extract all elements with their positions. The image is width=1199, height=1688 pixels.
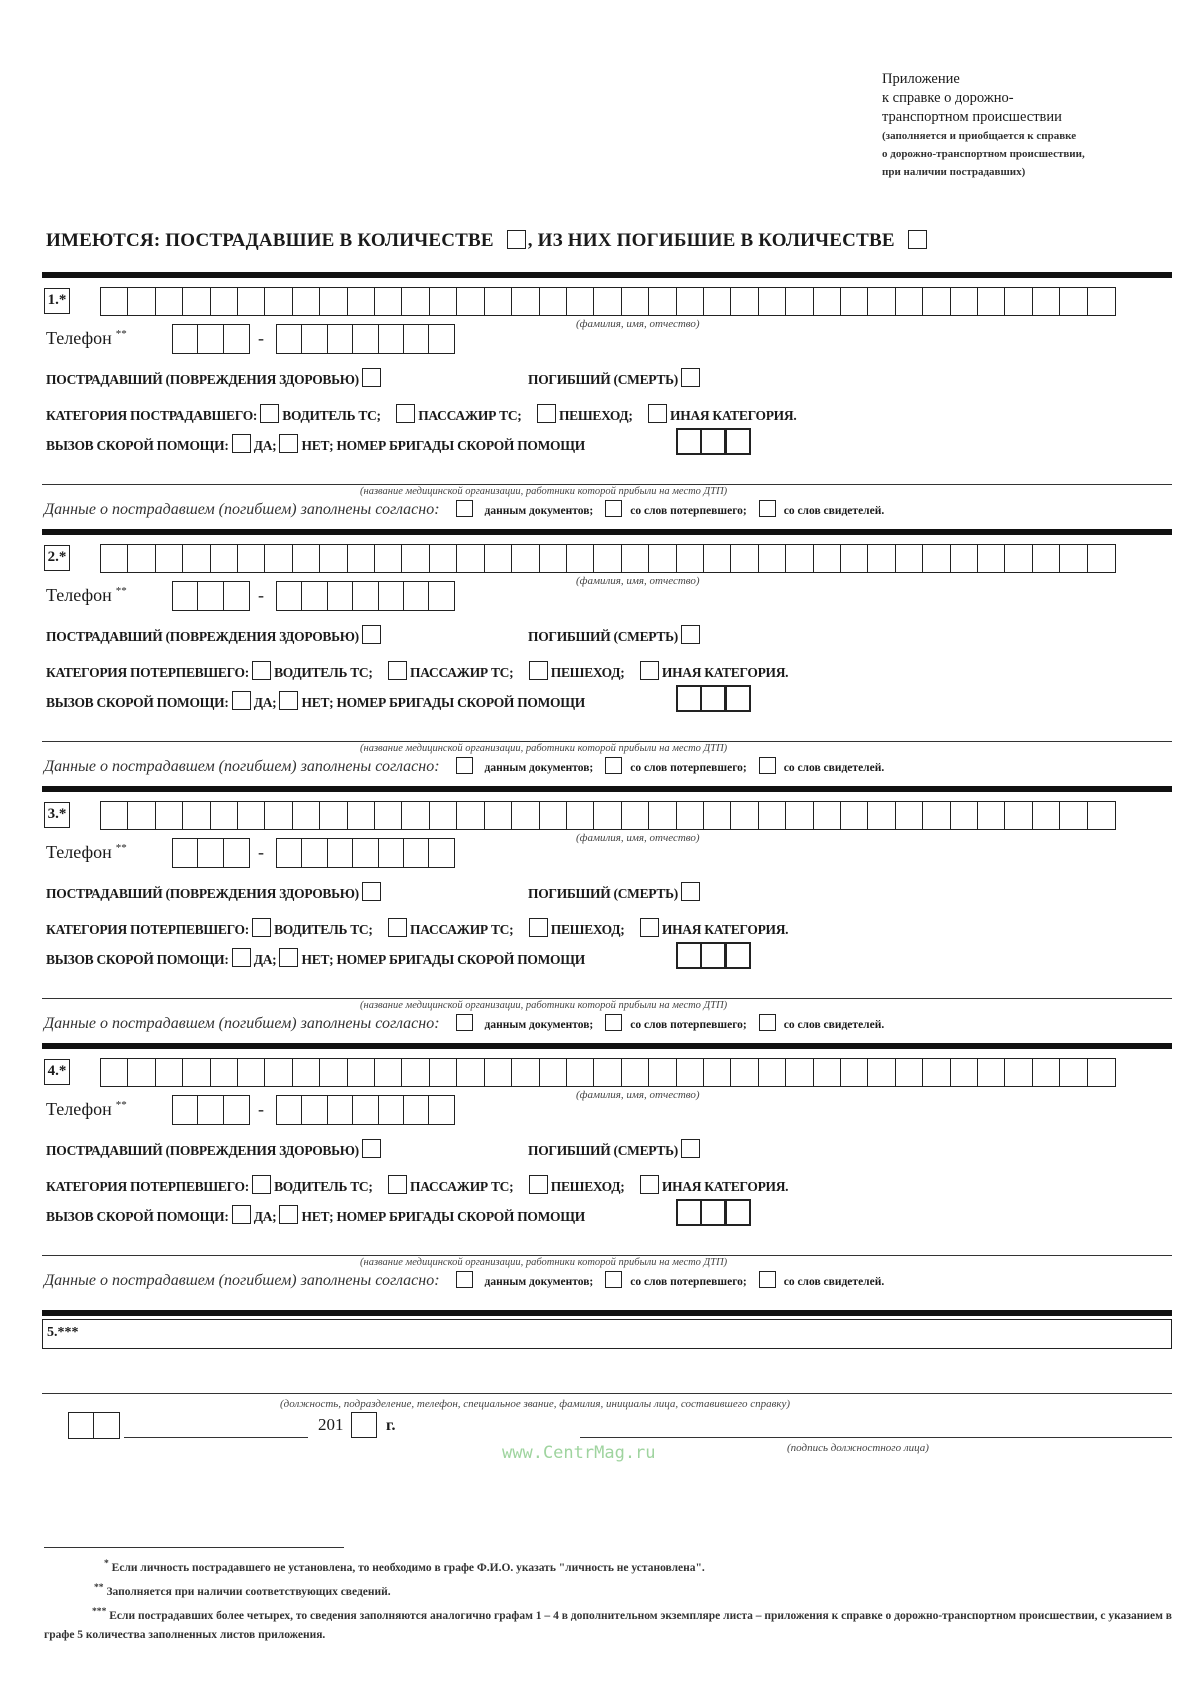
data-source-label: Данные о пострадавшем (погибшем) заполнены согласно: (44, 501, 440, 518)
by-witness-label: со слов свидетелей. (783, 762, 885, 774)
item5-field[interactable] (42, 1319, 1172, 1349)
by-docs-label: данным документов; (484, 762, 594, 774)
appendix-line: Приложение (882, 71, 960, 87)
phone-footnote-mark: ** (115, 585, 127, 597)
injured-label: ПОСТРАДАВШИЙ (ПОВРЕЖДЕНИЯ ЗДОРОВЬЮ) (46, 1143, 359, 1158)
dead-label: ПОГИБШИЙ (СМЕРТЬ) (528, 629, 678, 644)
fio-caption: (фамилия, имя, отчество) (576, 318, 700, 330)
phone-code-cells[interactable] (172, 1095, 248, 1125)
dead-row (528, 1139, 700, 1159)
dead-row (528, 882, 700, 902)
dead-label: ПОГИБШИЙ (СМЕРТЬ) (528, 886, 678, 901)
ambulance-row (46, 1205, 585, 1225)
ambulance-yes-checkbox[interactable] (232, 948, 251, 967)
ambulance-row (46, 691, 585, 711)
ambulance-no-checkbox[interactable] (279, 691, 298, 710)
section-divider (42, 272, 1172, 278)
entry-number: 2.* (44, 545, 70, 571)
injured-label: ПОСТРАДАВШИЙ (ПОВРЕЖДЕНИЯ ЗДОРОВЬЮ) (46, 629, 359, 644)
by-witness-label: со слов свидетелей. (783, 505, 885, 517)
phone-number-cells[interactable] (276, 324, 454, 354)
by-victim-label: со слов потерпевшего; (630, 1019, 747, 1031)
phone-dash: - (258, 328, 264, 348)
ambulance-label: ВЫЗОВ СКОРОЙ ПОМОЩИ: (46, 952, 229, 967)
footnotes (44, 1554, 1172, 1645)
passenger-label: ПАССАЖИР ТС; (410, 1179, 514, 1194)
phone-code-cells[interactable] (172, 324, 248, 354)
ambulance-no-label: НЕТ; (301, 1209, 334, 1224)
footnote-2-text: Заполняется при наличии соответствующих сведений. (106, 1585, 391, 1598)
injured-count-box[interactable] (507, 230, 526, 249)
by-docs-label: данным документов; (484, 1276, 594, 1288)
ambulance-yes-label: ДА; (253, 1209, 277, 1224)
dead-count-box[interactable] (908, 230, 927, 249)
driver-label: ВОДИТЕЛЬ ТС; (282, 408, 381, 423)
position-line (42, 1393, 1172, 1394)
phone-label (46, 842, 127, 863)
passenger-checkbox[interactable] (388, 1175, 407, 1194)
dead-checkbox[interactable] (681, 625, 700, 644)
brigade-label: НОМЕР БРИГАДЫ СКОРОЙ ПОМОЩИ (336, 1209, 585, 1224)
phone-label-text: Телефон (46, 1099, 112, 1119)
passenger-label: ПАССАЖИР ТС; (410, 922, 514, 937)
signature-caption: (подпись должностного лица) (787, 1442, 929, 1454)
by-docs-label: данным документов; (484, 505, 594, 517)
brigade-label: НОМЕР БРИГАДЫ СКОРОЙ ПОМОЩИ (336, 438, 585, 453)
by-docs-checkbox[interactable] (456, 1014, 473, 1031)
dead-row (528, 625, 700, 645)
other-category-label: ИНАЯ КАТЕГОРИЯ. (661, 665, 789, 680)
data-source-label: Данные о пострадавшем (погибшем) заполнены согласно: (44, 1015, 440, 1032)
fio-cells[interactable] (100, 801, 1114, 830)
section-divider (42, 1043, 1172, 1049)
ambulance-yes-label: ДА; (253, 695, 277, 710)
med-org-caption: (название медицинской организации, работники которой прибыли на место ДТП) (360, 743, 728, 754)
brigade-number-cells[interactable] (676, 685, 749, 712)
phone-footnote-mark: ** (115, 842, 127, 854)
appendix-line: транспортном происшествии (882, 109, 1062, 125)
year-suffix: г. (386, 1417, 396, 1434)
appendix-subnote: (заполняется и приобщается к справке (882, 130, 1077, 142)
injured-row (46, 882, 381, 902)
ambulance-no-label: НЕТ; (301, 952, 334, 967)
appendix-subnote: при наличии пострадавших) (882, 166, 1026, 178)
footnote-rule (44, 1547, 344, 1548)
fio-caption: (фамилия, имя, отчество) (576, 1089, 700, 1101)
brigade-label: НОМЕР БРИГАДЫ СКОРОЙ ПОМОЩИ (336, 952, 585, 967)
phone-code-cells[interactable] (172, 581, 248, 611)
by-docs-label: данным документов; (484, 1019, 594, 1031)
ambulance-label: ВЫЗОВ СКОРОЙ ПОМОЩИ: (46, 438, 229, 453)
phone-label (46, 1099, 127, 1120)
med-org-caption: (название медицинской организации, работники которой прибыли на место ДТП) (360, 486, 728, 497)
section-divider (42, 529, 1172, 535)
ambulance-yes-checkbox[interactable] (232, 691, 251, 710)
dead-row (528, 368, 700, 388)
dead-label: ПОГИБШИЙ (СМЕРТЬ) (528, 372, 678, 387)
phone-footnote-mark: ** (115, 1099, 127, 1111)
by-victim-label: со слов потерпевшего; (630, 1276, 747, 1288)
ambulance-yes-checkbox[interactable] (232, 1205, 251, 1224)
brigade-number-cells[interactable] (676, 428, 749, 455)
dead-checkbox[interactable] (681, 1139, 700, 1158)
category-label: КАТЕГОРИЯ ПОТЕРПЕВШЕГО: (46, 922, 249, 937)
year-prefix: 201 (318, 1415, 344, 1434)
fio-cells[interactable] (100, 1058, 1114, 1087)
injured-checkbox[interactable] (362, 368, 381, 387)
fio-cells[interactable] (100, 544, 1114, 573)
data-source-row (44, 1271, 884, 1290)
section-divider (42, 1310, 1172, 1316)
footnote-1-text: Если личность пострадавшего не установлена, то необходимо в графе Ф.И.О. указать "личность не установлена". (111, 1561, 705, 1574)
watermark: www.CentrMag.ru (502, 1443, 656, 1463)
footnote-1 (44, 1554, 1172, 1578)
driver-label: ВОДИТЕЛЬ ТС; (274, 665, 373, 680)
appendix-note (882, 70, 1085, 181)
ambulance-yes-label: ДА; (253, 952, 277, 967)
category-label: КАТЕГОРИЯ ПОСТРАДАВШЕГО: (46, 408, 258, 423)
ambulance-no-label: НЕТ; (301, 438, 334, 453)
footnote-3-mark: *** (92, 1605, 107, 1617)
passenger-label: ПАССАЖИР ТС; (410, 665, 514, 680)
driver-checkbox[interactable] (260, 404, 279, 423)
by-witness-label: со слов свидетелей. (783, 1019, 885, 1031)
driver-checkbox[interactable] (252, 661, 271, 680)
by-witness-checkbox[interactable] (759, 1271, 776, 1288)
by-victim-label: со слов потерпевшего; (630, 505, 747, 517)
phone-dash: - (258, 585, 264, 605)
phone-label-text: Телефон (46, 328, 112, 348)
section-divider (42, 786, 1172, 792)
pedestrian-checkbox[interactable] (537, 404, 556, 423)
phone-label-text: Телефон (46, 842, 112, 862)
pedestrian-label: ПЕШЕХОД; (550, 1179, 625, 1194)
by-victim-checkbox[interactable] (605, 1271, 622, 1288)
category-label: КАТЕГОРИЯ ПОТЕРПЕВШЕГО: (46, 1179, 249, 1194)
category-label: КАТЕГОРИЯ ПОТЕРПЕВШЕГО: (46, 665, 249, 680)
driver-label: ВОДИТЕЛЬ ТС; (274, 1179, 373, 1194)
footnote-1-mark: * (104, 1558, 109, 1569)
driver-checkbox[interactable] (252, 1175, 271, 1194)
other-category-label: ИНАЯ КАТЕГОРИЯ. (670, 408, 797, 423)
ambulance-no-checkbox[interactable] (279, 434, 298, 453)
phone-dash: - (258, 842, 264, 862)
other-category-label: ИНАЯ КАТЕГОРИЯ. (661, 922, 789, 937)
category-row (46, 918, 788, 938)
dead-label: ПОГИБШИЙ (СМЕРТЬ) (528, 1143, 678, 1158)
phone-number-cells[interactable] (276, 581, 454, 611)
injured-row (46, 368, 381, 388)
by-victim-label: со слов потерпевшего; (630, 762, 747, 774)
month-line[interactable] (124, 1437, 308, 1438)
footnote-2-mark: ** (94, 1581, 104, 1593)
ambulance-yes-label: ДА; (253, 438, 277, 453)
other-category-checkbox[interactable] (640, 918, 659, 937)
fio-caption: (фамилия, имя, отчество) (576, 832, 700, 844)
dead-checkbox[interactable] (681, 368, 700, 387)
category-row (46, 1175, 788, 1195)
phone-label (46, 328, 127, 349)
by-witness-checkbox[interactable] (759, 1014, 776, 1031)
dead-checkbox[interactable] (681, 882, 700, 901)
ambulance-no-label: НЕТ; (301, 695, 334, 710)
data-source-label: Данные о пострадавшем (погибшем) заполнены согласно: (44, 1272, 440, 1289)
other-category-checkbox[interactable] (640, 661, 659, 680)
category-row (46, 661, 788, 681)
other-category-checkbox[interactable] (648, 404, 667, 423)
pedestrian-checkbox[interactable] (529, 661, 548, 680)
med-org-caption: (название медицинской организации, работники которой прибыли на место ДТП) (360, 1257, 728, 1268)
fio-cells[interactable] (100, 287, 1114, 316)
brigade-label: НОМЕР БРИГАДЫ СКОРОЙ ПОМОЩИ (336, 695, 585, 710)
data-source-row (44, 1014, 884, 1033)
ambulance-no-checkbox[interactable] (279, 1205, 298, 1224)
driver-label: ВОДИТЕЛЬ ТС; (274, 922, 373, 937)
pedestrian-label: ПЕШЕХОД; (558, 408, 633, 423)
appendix-line: к справке о дорожно- (882, 90, 1014, 106)
headline-injured-label: ИМЕЮТСЯ: ПОСТРАДАВШИЕ В КОЛИЧЕСТВЕ (46, 230, 494, 251)
data-source-row (44, 757, 884, 776)
other-category-checkbox[interactable] (640, 1175, 659, 1194)
phone-number-cells[interactable] (276, 838, 454, 868)
data-source-row (44, 500, 884, 519)
entry-number: 4.* (44, 1059, 70, 1085)
by-witness-checkbox[interactable] (759, 757, 776, 774)
phone-dash: - (258, 1099, 264, 1119)
pedestrian-checkbox[interactable] (529, 1175, 548, 1194)
by-docs-checkbox[interactable] (456, 500, 473, 517)
injured-checkbox[interactable] (362, 882, 381, 901)
passenger-checkbox[interactable] (388, 918, 407, 937)
med-org-caption: (название медицинской организации, работники которой прибыли на место ДТП) (360, 1000, 728, 1011)
headline-dead-label: , ИЗ НИХ ПОГИБШИЕ В КОЛИЧЕСТВЕ (527, 230, 895, 251)
signature-line[interactable] (580, 1437, 1172, 1438)
injured-row (46, 1139, 381, 1159)
item5-number: 5.*** (47, 1325, 79, 1340)
passenger-checkbox[interactable] (396, 404, 415, 423)
brigade-number-cells[interactable] (676, 1199, 749, 1226)
by-witness-label: со слов свидетелей. (783, 1276, 885, 1288)
by-victim-checkbox[interactable] (605, 500, 622, 517)
data-source-label: Данные о пострадавшем (погибшем) заполнены согласно: (44, 758, 440, 775)
phone-footnote-mark: ** (115, 328, 127, 340)
fio-caption: (фамилия, имя, отчество) (576, 575, 700, 587)
entry-number: 1.* (44, 288, 70, 314)
headline (46, 230, 927, 252)
phone-code-cells[interactable] (172, 838, 248, 868)
injured-label: ПОСТРАДАВШИЙ (ПОВРЕЖДЕНИЯ ЗДОРОВЬЮ) (46, 886, 359, 901)
ambulance-yes-checkbox[interactable] (232, 434, 251, 453)
position-caption: (должность, подразделение, телефон, специальное звание, фамилия, инициалы лица, составившего справку) (280, 1398, 791, 1410)
by-docs-checkbox[interactable] (456, 1271, 473, 1288)
by-victim-checkbox[interactable] (605, 1014, 622, 1031)
other-category-label: ИНАЯ КАТЕГОРИЯ. (661, 1179, 789, 1194)
pedestrian-checkbox[interactable] (529, 918, 548, 937)
phone-number-cells[interactable] (276, 1095, 454, 1125)
injured-label: ПОСТРАДАВШИЙ (ПОВРЕЖДЕНИЯ ЗДОРОВЬЮ) (46, 372, 359, 387)
driver-checkbox[interactable] (252, 918, 271, 937)
footnote-3-text: Если пострадавших более четырех, то сведения заполняются аналогично графам 1 – 4 в дополнительном экземпляре листа – приложения к справке о дорожно-транспортном происшествии, с указанием в графе 5 количества заполненных листов приложения. (44, 1609, 1173, 1642)
by-docs-checkbox[interactable] (456, 757, 473, 774)
pedestrian-label: ПЕШЕХОД; (550, 922, 625, 937)
passenger-label: ПАССАЖИР ТС; (418, 408, 522, 423)
day-cells[interactable] (68, 1412, 119, 1439)
ambulance-label: ВЫЗОВ СКОРОЙ ПОМОЩИ: (46, 1209, 229, 1224)
category-row (46, 404, 796, 424)
ambulance-label: ВЫЗОВ СКОРОЙ ПОМОЩИ: (46, 695, 229, 710)
phone-label-text: Телефон (46, 585, 112, 605)
ambulance-row (46, 948, 585, 968)
footnote-2 (44, 1578, 1172, 1602)
injured-row (46, 625, 381, 645)
year-cell[interactable] (351, 1412, 375, 1438)
pedestrian-label: ПЕШЕХОД; (550, 665, 625, 680)
footnote-3 (44, 1602, 1172, 1646)
injured-checkbox[interactable] (362, 625, 381, 644)
injured-checkbox[interactable] (362, 1139, 381, 1158)
by-victim-checkbox[interactable] (605, 757, 622, 774)
phone-label (46, 585, 127, 606)
ambulance-row (46, 434, 585, 454)
passenger-checkbox[interactable] (388, 661, 407, 680)
brigade-number-cells[interactable] (676, 942, 749, 969)
ambulance-no-checkbox[interactable] (279, 948, 298, 967)
appendix-subnote: о дорожно-транспортном происшествии, (882, 148, 1085, 160)
by-witness-checkbox[interactable] (759, 500, 776, 517)
entry-number: 3.* (44, 802, 70, 828)
